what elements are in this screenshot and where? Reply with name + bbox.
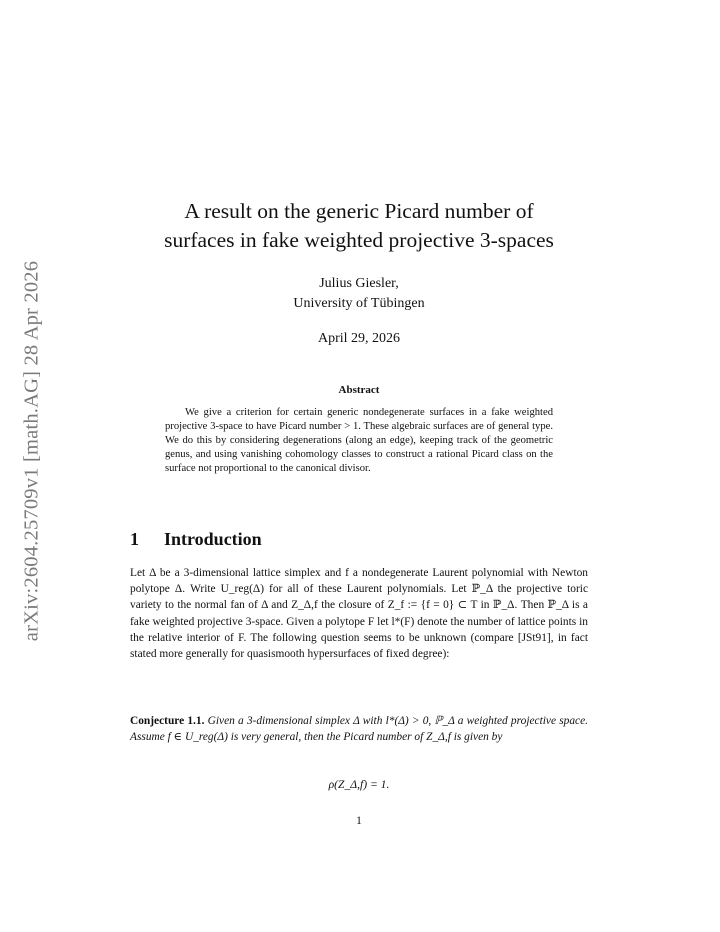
arxiv-identifier: arXiv:2604.25709v1 [math.AG] 28 Apr 2026 (20, 260, 43, 642)
abstract-heading: Abstract (338, 384, 380, 396)
conjecture-block (130, 713, 588, 745)
paper-title-line-2: surfaces in fake weighted projective 3-spaces (164, 228, 554, 252)
section-number: 1 (130, 529, 139, 549)
author-name: Julius Giesler, (319, 276, 399, 291)
paper-title (130, 197, 588, 255)
section-heading (130, 529, 262, 550)
conjecture-text: Given a 3-dimensional simplex Δ with l*(Δ) > 0, ℙ_Δ a weighted projective space. Assume f ∈ U_reg(Δ) is very general, then the Picard number of Z_Δ,f is given by (130, 715, 588, 744)
page-number: 1 (356, 815, 362, 827)
section-title: Introduction (164, 529, 262, 549)
paper-title-line-1: A result on the generic Picard number of (184, 199, 534, 223)
abstract-text: We give a criterion for certain generic nondegenerate surfaces in a fake weighted projective 3-space to have Picard number > 1. These algebraic surfaces are of general type. We do this by considering degenerations (along an edge), keeping track of the geometric genus, and using vanishing cohomology classes to construct a rational Picard class on the surface not proportional to the canonical divisor. (165, 407, 553, 474)
author-block (130, 274, 588, 314)
paper-date: April 29, 2026 (317, 331, 401, 346)
intro-paragraph: Let Δ be a 3-dimensional lattice simplex and f a nondegenerate Laurent polynomial with Newton polytope Δ. Write U_reg(Δ) for all of these Laurent polynomials. Let ℙ_Δ the projective toric variety to the normal fan of Δ and Z_Δ,f the closure of Z_f := {f = 0} ⊂ T in ℙ_Δ. Then ℙ_Δ is a fake weighted projective 3-space. Given a polytope F let l*(F) denote the number of lattice points in the relative interior of F. The following question seems to be unknown (compare [JSt91], in fact stated more generally for quasismooth hypersurfaces of fixed degree): (130, 567, 588, 661)
author-affiliation: University of Tübingen (293, 296, 425, 311)
display-equation: ρ(Z_Δ,f) = 1. (328, 778, 390, 791)
conjecture-label: Conjecture 1.1. (130, 715, 205, 727)
